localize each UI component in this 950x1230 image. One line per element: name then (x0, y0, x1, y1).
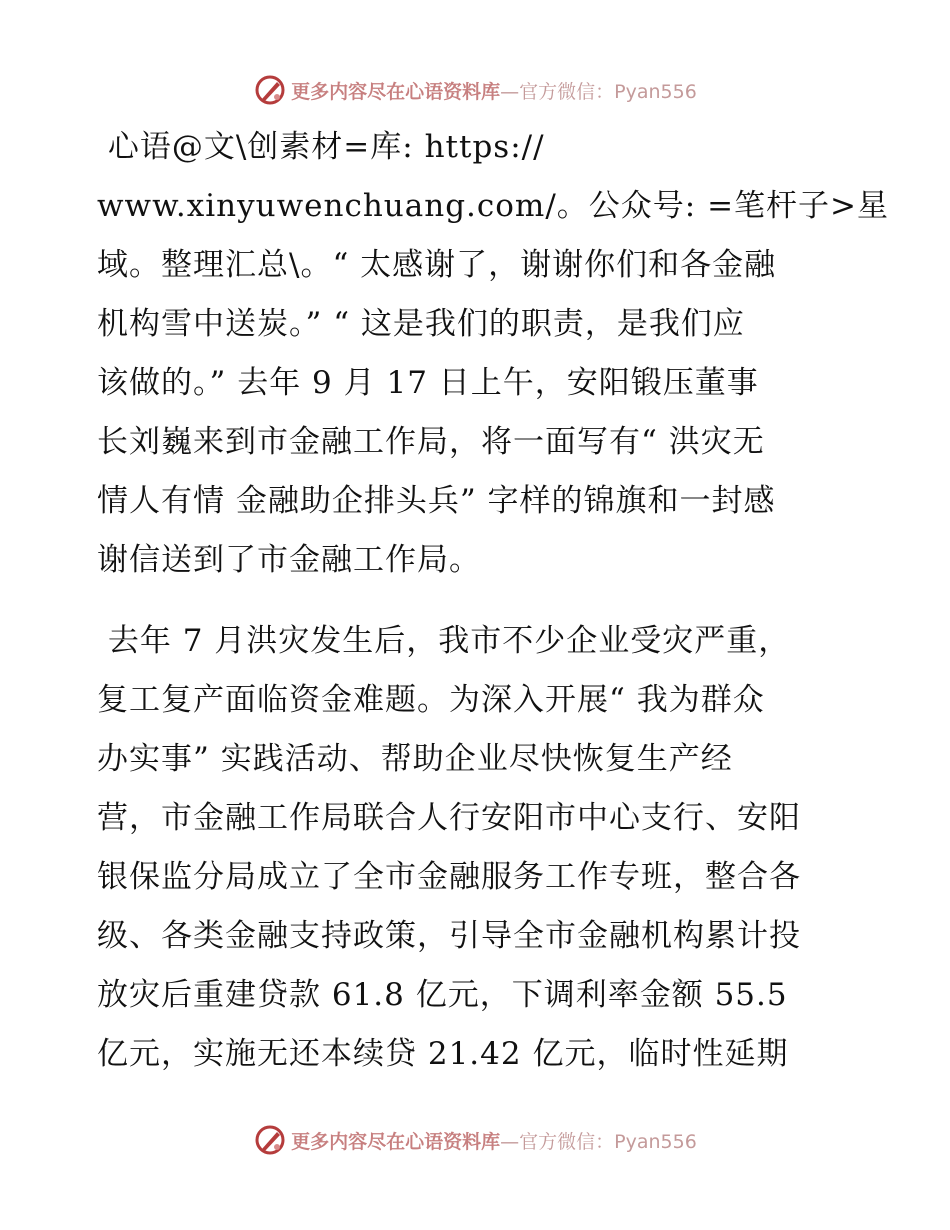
text-line: 去年 7 月洪灾发生后，我市不少企业受灾严重， (97, 623, 791, 659)
text-line: 级、各类金融支持政策，引导全市金融机构累计投 (97, 918, 801, 954)
pen-logo-icon (253, 1123, 287, 1157)
banner-sub-text: —官方微信：Pyan556 (500, 80, 697, 103)
text-line: 该做的。” 去年 9 月 17 日上午，安阳锻压董事 (97, 365, 759, 401)
text-line: 复工复产面临资金难题。为深入开展“ 我为群众 (97, 682, 765, 718)
banner-sub-text: —官方微信：Pyan556 (500, 1130, 697, 1153)
footer-banner (0, 1120, 950, 1160)
paragraph-gap (97, 590, 857, 612)
document-body (97, 118, 890, 1084)
text-line: 放灾后重建贷款 61.8 亿元，下调利率金额 55.5 (97, 977, 788, 1013)
text-line: 营，市金融工作局联合人行安阳市中心支行、安阳 (97, 800, 801, 836)
banner-main-text: 更多内容尽在心语资料库 (291, 80, 501, 103)
text-line: 办实事” 实践活动、帮助企业尽快恢复生产经 (97, 741, 733, 777)
paragraph-2 (97, 612, 857, 1084)
text-line: 情人有情 金融助企排头兵” 字样的锦旗和一封感 (97, 483, 776, 519)
paragraph-1 (97, 118, 890, 590)
text-line: 长刘巍来到市金融工作局，将一面写有“ 洪灾无 (97, 424, 765, 460)
text-line: 亿元，实施无还本续贷 21.42 亿元，临时性延期 (97, 1036, 789, 1072)
text-line: 心语@文\创素材=库: https:// (97, 129, 545, 165)
text-line: 银保监分局成立了全市金融服务工作专班，整合各 (97, 859, 801, 895)
pen-logo-icon (253, 73, 287, 107)
text-line: 域。整理汇总\。“ 太感谢了，谢谢你们和各金融 (97, 247, 777, 283)
text-line: 机构雪中送炭。” “ 这是我们的职责，是我们应 (97, 306, 745, 342)
text-line: 谢信送到了市金融工作局。 (97, 542, 481, 578)
text-line: www.xinyuwenchuang.com/。公众号: =笔杆子>星 (97, 188, 890, 224)
banner-main-text: 更多内容尽在心语资料库 (291, 1130, 501, 1153)
header-banner (0, 70, 950, 110)
